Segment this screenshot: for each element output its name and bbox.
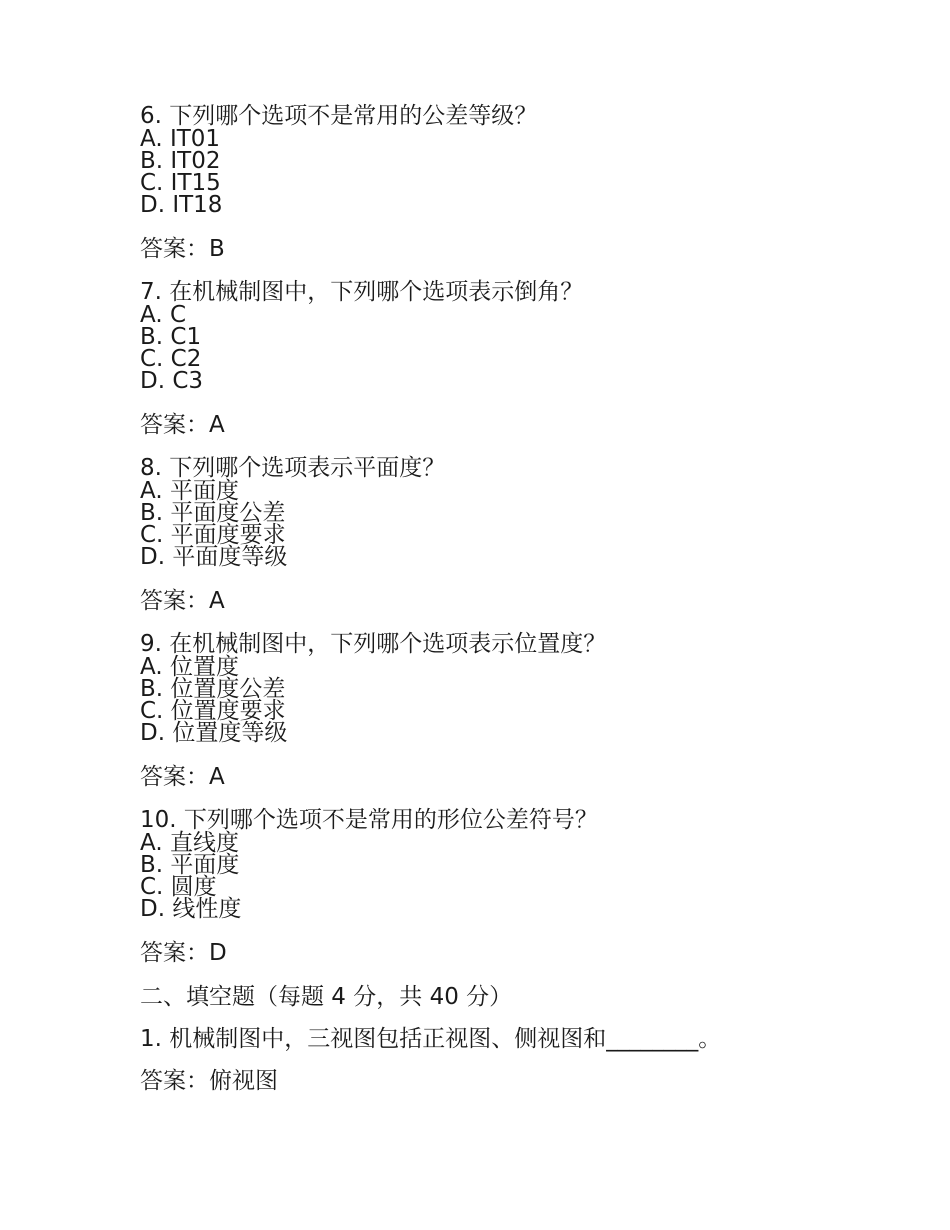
option-d: D. C3: [140, 368, 204, 394]
option-a: A. 平面度: [140, 478, 239, 504]
option-b: B. 平面度公差: [140, 500, 286, 526]
option-b: B. 位置度公差: [140, 676, 286, 702]
document-page: [140, 104, 900, 1094]
question-stem: 8. 下列哪个选项表示平面度？: [140, 455, 446, 481]
option-a: A. 直线度: [140, 830, 239, 856]
question-7: [140, 280, 900, 438]
answer-line: 答案：D: [140, 940, 227, 966]
question-9: [140, 632, 900, 790]
answer-line: 答案：A: [140, 764, 225, 790]
option-a: A. 位置度: [140, 654, 239, 680]
option-d: D. 平面度等级: [140, 544, 288, 570]
question-stem: 10. 下列哪个选项不是常用的形位公差符号？: [140, 807, 598, 833]
question-stem: 6. 下列哪个选项不是常用的公差等级？: [140, 103, 538, 129]
option-c: C. 位置度要求: [140, 698, 286, 724]
option-b: B. C1: [140, 324, 202, 350]
question-8: [140, 456, 900, 614]
option-d: D. 位置度等级: [140, 720, 288, 746]
option-b: B. IT02: [140, 148, 221, 174]
question-stem: 7. 在机械制图中，下列哪个选项表示倒角？: [140, 279, 584, 305]
answer-line: 答案：A: [140, 412, 225, 438]
question-10: [140, 808, 900, 966]
question-6: [140, 104, 900, 262]
option-d: D. 线性度: [140, 896, 242, 922]
option-b: B. 平面度: [140, 852, 240, 878]
fill-blank-answer: 答案：俯视图: [140, 1068, 278, 1094]
question-stem: 9. 在机械制图中，下列哪个选项表示位置度？: [140, 631, 607, 657]
option-c: C. IT15: [140, 170, 221, 196]
option-c: C. 平面度要求: [140, 522, 286, 548]
fill-blank-question: 1. 机械制图中，三视图包括正视图、侧视图和________。: [140, 1026, 722, 1052]
section-title: 二、填空题（每题 4 分，共 40 分）: [140, 984, 513, 1010]
option-d: D. IT18: [140, 192, 223, 218]
option-c: C. C2: [140, 346, 202, 372]
answer-line: 答案：A: [140, 588, 225, 614]
option-c: C. 圆度: [140, 874, 217, 900]
option-a: A. IT01: [140, 126, 221, 152]
option-a: A. C: [140, 302, 187, 328]
answer-line: 答案：B: [140, 236, 225, 262]
